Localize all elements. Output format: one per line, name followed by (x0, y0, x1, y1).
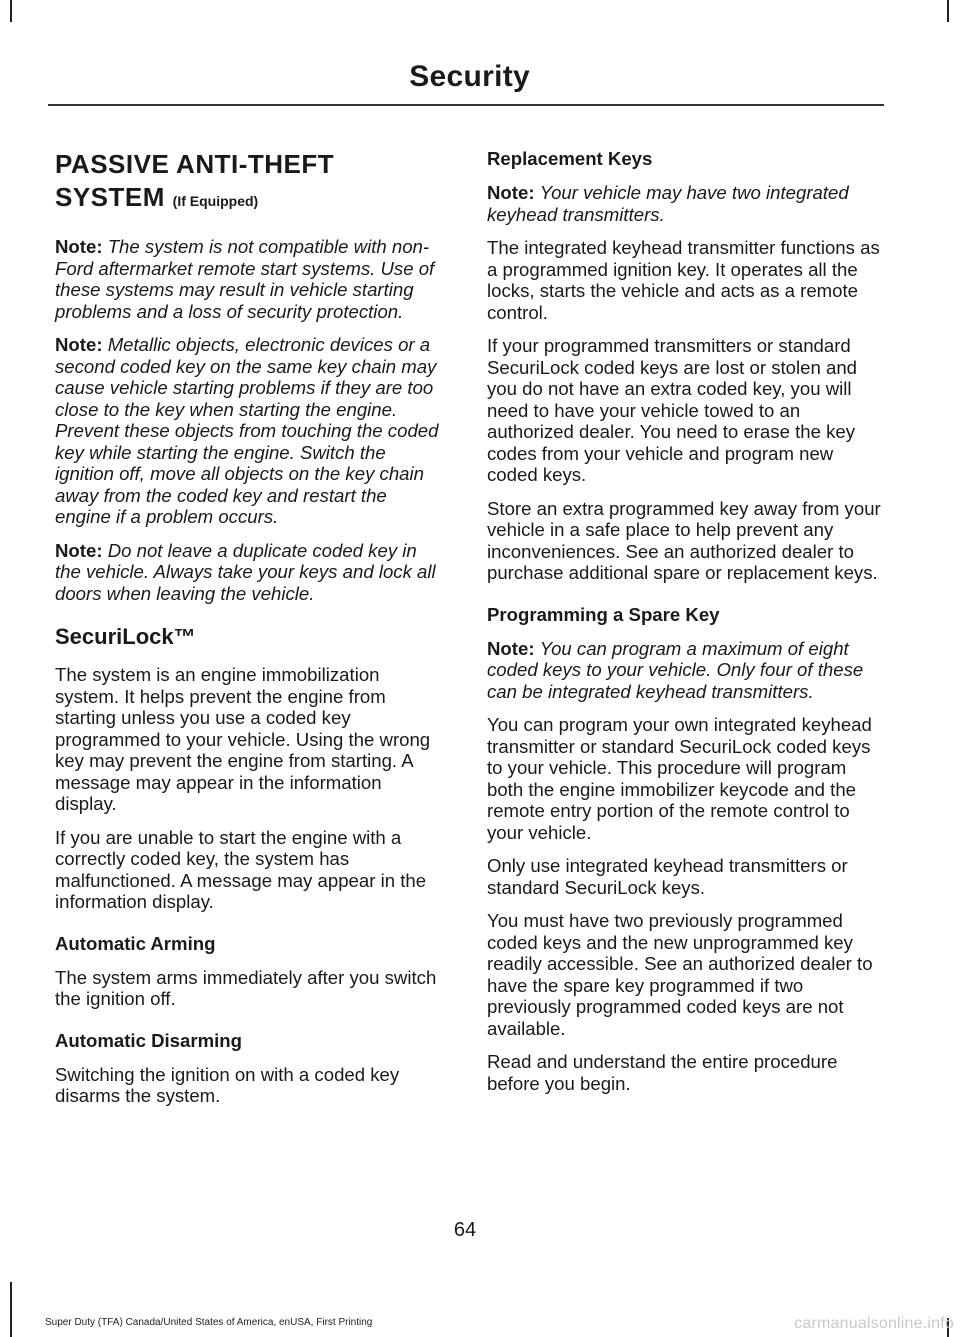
note-text: You can program a maximum of eight coded keys to your vehicle. Only four of these can be integrated keyhead transmitters. (487, 637, 864, 702)
subheading-automatic-arming: Automatic Arming (55, 932, 216, 954)
note-paragraph (487, 638, 881, 703)
watermark: carmanualsonline.info (794, 1315, 954, 1332)
body-paragraph: The system arms immediately after you switch the ignition off. (55, 966, 437, 1009)
footer-text: Super Duty (TFA) Canada/United States of America, enUSA, First Printing (45, 1317, 373, 1328)
header-divider (48, 104, 884, 106)
note-text: The system is not compatible with non-Ford aftermarket remote start systems. Use of these systems may result in vehicle starting problems and a loss of security protection. (55, 236, 435, 322)
subheading-replacement-keys: Replacement Keys (487, 148, 653, 169)
right-column (487, 140, 881, 1106)
crop-mark-top-right (947, 0, 949, 22)
body-paragraph: You must have two previously programmed coded keys and the new unprogrammed key readily accessible. See an authorized dealer to have the spare key programmed if two previously programmed coded keys are not available. (487, 910, 873, 1039)
body-paragraph: Store an extra programmed key away from your vehicle in a safe place to help prevent any inconveniences. See an authorized dealer to purchase additional spare or replacement keys. (487, 497, 881, 583)
heading-text: PASSIVE ANTI-THEFT SYSTEM (55, 149, 335, 212)
body-paragraph: The integrated keyhead transmitter functions as a programmed ignition key. It operates all the locks, starts the vehicle and acts as a remote control. (487, 237, 880, 323)
section-heading-passive-anti-theft (55, 148, 447, 218)
note-text: Metallic objects, electronic devices or a second coded key on the same key chain may cause vehicle starting problems if they are too close to the key when starting the engine. Prevent these objects from touching the coded key while starting the engine. Switch the ignition off, move all objects on the key chain away from the coded key and restart the engine if a problem occurs. (55, 334, 439, 527)
body-paragraph: Read and understand the entire procedure before you begin. (487, 1051, 838, 1094)
body-paragraph: If you are unable to start the engine with a correctly coded key, the system has malfunctioned. A message may appear in the information display. (55, 826, 427, 912)
page-title: Security (409, 60, 530, 93)
body-paragraph: Switching the ignition on with a coded key disarms the system. (55, 1063, 400, 1106)
body-paragraph: You can program your own integrated keyhead transmitter or standard SecuriLock coded keys to your vehicle. This procedure will program both the engine immobilizer keycode and the remote entry portion of the remote control to your vehicle. (487, 714, 872, 843)
body-paragraph: The system is an engine immobilization system. It helps prevent the engine from starting unless you use a coded key programmed to your vehicle. Using the wrong key may prevent the engine from starting. A message may appear in the information display. (55, 664, 431, 814)
crop-mark-bottom-left (10, 1282, 12, 1337)
body-paragraph: Only use integrated keyhead transmitters or standard SecuriLock keys. (487, 855, 848, 898)
note-paragraph (55, 540, 447, 605)
note-text: Do not leave a duplicate coded key in the vehicle. Always take your keys and lock all doors when leaving the vehicle. (55, 539, 436, 604)
body-paragraph: If your programmed transmitters or standard SecuriLock coded keys are lost or stolen and you do not have an extra coded key, you will need to have your vehicle towed to an authorized dealer. You need to erase the key codes from your vehicle and program new coded keys. (487, 335, 858, 485)
note-paragraph (55, 334, 447, 528)
page-number: 64 (453, 1219, 477, 1241)
crop-mark-top-left (10, 0, 12, 22)
subheading-automatic-disarming: Automatic Disarming (55, 1029, 242, 1051)
section-heading-securilock: SecuriLock™ (55, 624, 196, 649)
note-paragraph (487, 182, 881, 225)
note-paragraph (55, 236, 447, 322)
note-label: Note: (55, 334, 103, 355)
left-column (55, 140, 447, 1119)
note-label: Note: (487, 637, 535, 659)
subheading-programming-spare-key: Programming a Spare Key (487, 603, 720, 625)
heading-qualifier: (If Equipped) (172, 193, 259, 209)
note-label: Note: (55, 539, 103, 561)
note-label: Note: (55, 236, 103, 257)
note-label: Note: (487, 182, 535, 203)
note-text: Your vehicle may have two integrated keyhead transmitters. (487, 182, 849, 225)
